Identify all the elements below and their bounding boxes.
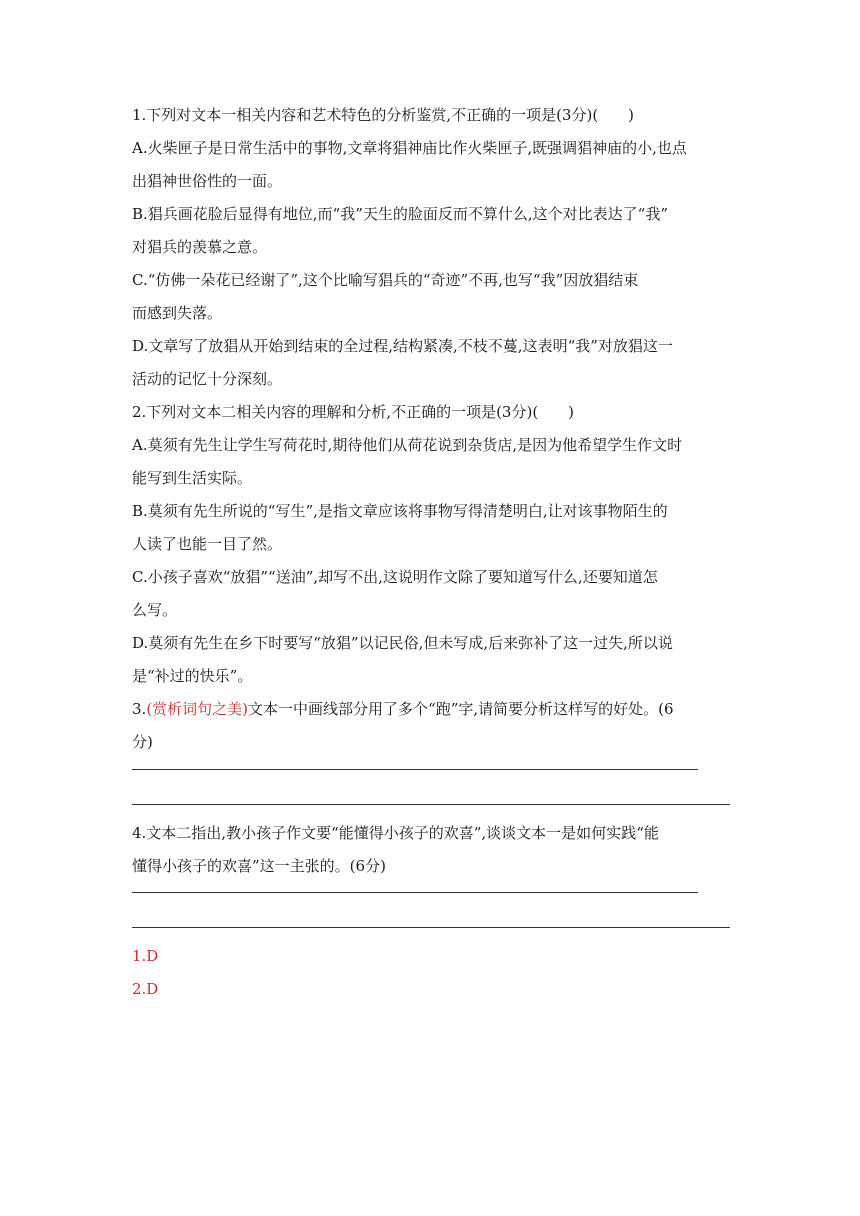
q4-line2: 懂得小孩子的欢喜”这一主张的。(6分) xyxy=(132,857,386,875)
q2-option-b-line1: B.莫须有先生所说的“写生”,是指文章应该将事物写得清楚明白,让对该事物陌生的 xyxy=(132,502,668,520)
q2-option-d-line2: 是“补过的快乐”。 xyxy=(132,667,253,685)
q1-stem: 1.下列对文本一相关内容和艺术特色的分析鉴赏,不正确的一项是(3分)( ) xyxy=(132,106,635,124)
q1-option-a-line1: A.火柴匣子是日常生活中的事物,文章将猖神庙比作火柴匣子,既强调猖神庙的小,也点 xyxy=(132,139,687,157)
q3-category-tag: (赏析词句之美) xyxy=(146,700,249,718)
q3-number: 3. xyxy=(132,700,147,718)
q3-answer-line-1[interactable] xyxy=(132,769,698,770)
q1-option-d-line2: 活动的记忆十分深刻。 xyxy=(132,370,283,388)
q2-option-c-line1: C.小孩子喜欢“放猖”“送油”,却写不出,这说明作文除了要知道写什么,还要知道怎 xyxy=(132,568,658,586)
answer-2: 2.D xyxy=(132,980,159,998)
q1-option-c-line1: C.“仿佛一朵花已经谢了”,这个比喻写猖兵的“奇迹”不再,也写“我”因放猖结束 xyxy=(132,271,639,289)
q3-line2: 分) xyxy=(132,733,153,751)
q2-option-a-line2: 能写到生活实际。 xyxy=(132,469,253,487)
q1-option-b-line2: 对猖兵的羡慕之意。 xyxy=(132,238,268,256)
document-page xyxy=(132,104,732,1011)
q2-option-b-line2: 人读了也能一目了然。 xyxy=(132,535,283,553)
q2-stem: 2.下列对文本二相关内容的理解和分析,不正确的一项是(3分)( ) xyxy=(132,403,575,421)
q4-line1: 4.文本二指出,教小孩子作文要“能懂得小孩子的欢喜”,谈谈文本一是如何实践“能 xyxy=(132,824,659,842)
q3-line1 xyxy=(132,698,732,720)
q2-option-d-line1: D.莫须有先生在乡下时要写“放猖”以记民俗,但未写成,后来弥补了这一过失,所以说 xyxy=(132,634,673,652)
answer-1: 1.D xyxy=(132,947,159,965)
q4-answer-line-2[interactable] xyxy=(132,927,730,928)
q1-option-c-line2: 而感到失落。 xyxy=(132,304,223,322)
q2-option-c-line2: 么写。 xyxy=(132,601,178,619)
q2-option-a-line1: A.莫须有先生让学生写荷花时,期待他们从荷花说到杂货店,是因为他希望学生作文时 xyxy=(132,436,683,454)
q1-option-b-line1: B.猖兵画花脸后显得有地位,而“我”天生的脸面反而不算什么,这个对比表达了“我” xyxy=(132,205,669,223)
q1-option-a-line2: 出猖神世俗性的一面。 xyxy=(132,172,283,190)
q1-option-d-line1: D.文章写了放猖从开始到结束的全过程,结构紧凑,不枝不蔓,这表明“我”对放猖这一 xyxy=(132,337,673,355)
q3-answer-line-2[interactable] xyxy=(132,804,730,805)
q4-answer-line-1[interactable] xyxy=(132,892,698,893)
q3-text: 文本一中画线部分用了多个“跑”字,请简要分析这样写的好处。(6 xyxy=(248,700,674,718)
